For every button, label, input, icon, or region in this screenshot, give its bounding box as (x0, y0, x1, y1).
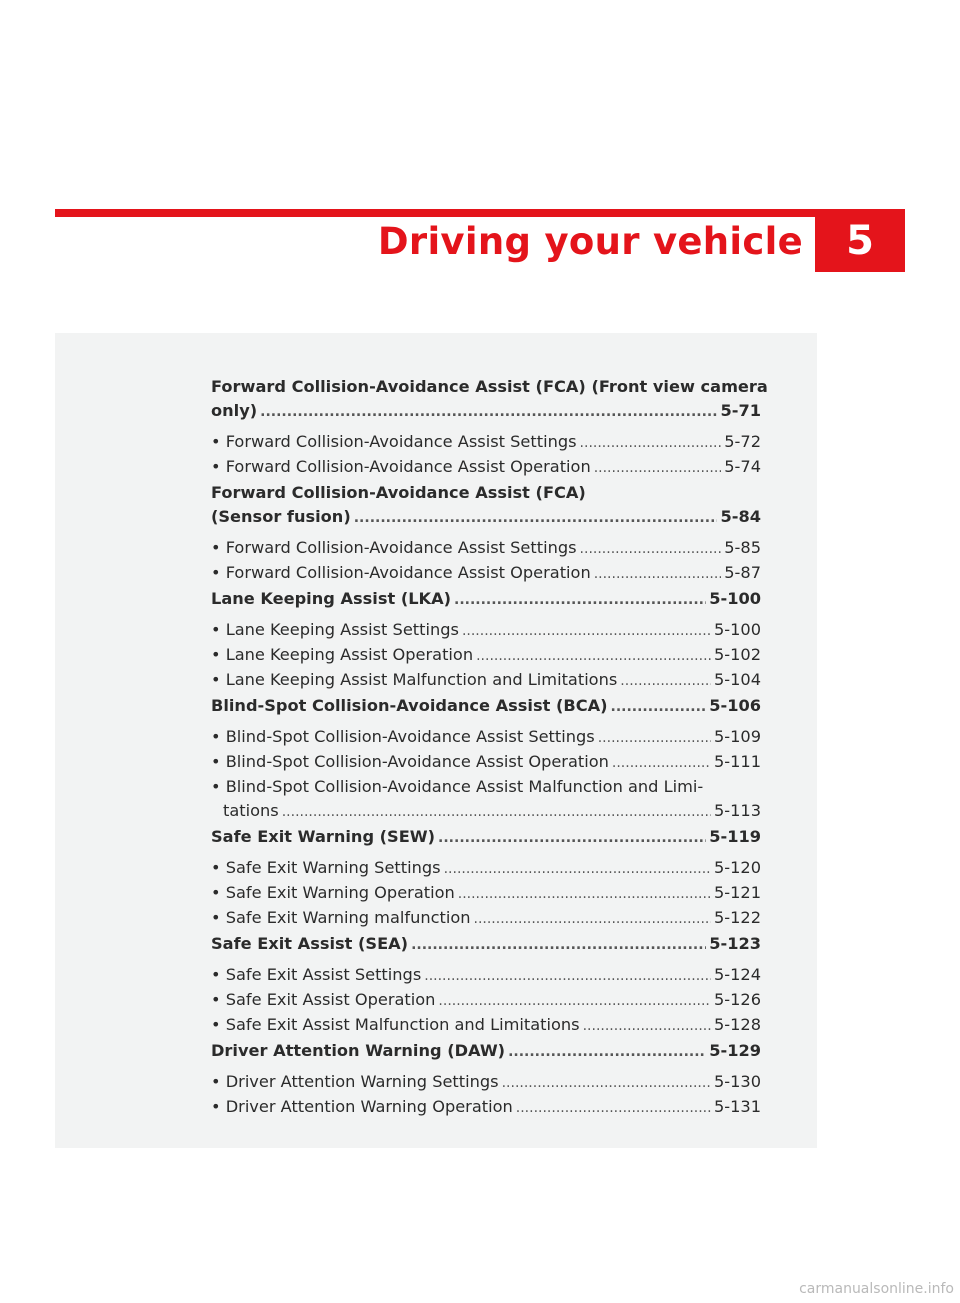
toc-entry-row (211, 1070, 761, 1095)
toc-entry-label: Lane Keeping Assist (LKA) (211, 589, 452, 608)
toc-entry-label: • Safe Exit Assist Malfunction and Limitations (211, 1015, 580, 1034)
toc-entry-label: Driver Attention Warning (DAW) (211, 1041, 506, 1060)
toc-dot-leader (583, 1014, 711, 1038)
toc-section-entry[interactable] (211, 694, 761, 719)
toc-dot-leader (411, 933, 706, 957)
toc-sub-entry[interactable] (211, 1095, 761, 1120)
toc-page-number: 5-104 (713, 670, 761, 689)
toc-dot-leader (454, 588, 706, 612)
toc-entry-row (211, 750, 761, 775)
toc-page-number: 5-124 (713, 965, 761, 984)
toc-dot-leader (354, 506, 718, 530)
watermark: carmanualsonline.info (799, 1281, 954, 1297)
toc-entry-label: • Blind-Spot Collision-Avoidance Assist Operation (211, 752, 609, 771)
toc-sub-entry[interactable] (211, 856, 761, 881)
toc-dot-leader (594, 456, 722, 480)
toc-section-entry[interactable] (211, 1039, 761, 1064)
toc-page-number: 5-131 (713, 1097, 761, 1116)
toc-sub-entry[interactable] (211, 906, 761, 931)
toc-page-number: 5-119 (709, 827, 761, 846)
toc-entry-label: • Driver Attention Warning Settings (211, 1072, 499, 1091)
toc-entry-label: only) (211, 401, 258, 420)
toc-page-number: 5-87 (724, 563, 761, 582)
toc-entry-title-line: • Blind-Spot Collision-Avoidance Assist Malfunction and Limi- (211, 777, 704, 796)
toc-sub-entry[interactable] (211, 455, 761, 480)
toc-entry-row (211, 906, 761, 931)
toc-entry-label: Blind-Spot Collision-Avoidance Assist (BCA) (211, 696, 608, 715)
toc-dot-leader (282, 800, 711, 824)
toc-dot-leader (620, 669, 711, 693)
toc-dot-leader (260, 400, 717, 424)
toc-page-number: 5-85 (724, 538, 761, 557)
toc-entry-label: • Forward Collision-Avoidance Assist Settings (211, 432, 577, 451)
toc-page-number: 5-106 (709, 696, 761, 715)
toc-entry-label: • Blind-Spot Collision-Avoidance Assist Settings (211, 727, 595, 746)
toc-entry-row (211, 505, 761, 530)
toc-dot-leader (444, 857, 711, 881)
toc-section-entry[interactable] (211, 932, 761, 957)
toc-page-number: 5-120 (713, 858, 761, 877)
toc-section-entry[interactable] (211, 375, 768, 424)
toc-page-number: 5-126 (713, 990, 761, 1009)
toc-dot-leader (458, 882, 711, 906)
toc-sub-entry[interactable] (211, 881, 761, 906)
toc-sub-entry[interactable] (211, 618, 761, 643)
toc-entry-row (211, 988, 761, 1013)
toc-entry-row (211, 668, 761, 693)
toc-page-number: 5-74 (724, 457, 761, 476)
toc-entry-row (211, 825, 761, 850)
toc-entry-row (211, 725, 761, 750)
toc-entry-label: • Safe Exit Assist Operation (211, 990, 436, 1009)
toc-entry-label: • Forward Collision-Avoidance Assist Settings (211, 538, 577, 557)
toc-page-number: 5-100 (709, 589, 761, 608)
toc-dot-leader (438, 989, 711, 1013)
toc-entry-label: • Safe Exit Warning malfunction (211, 908, 471, 927)
toc-sub-entry[interactable] (211, 988, 761, 1013)
chapter-title: Driving your vehicle (377, 220, 803, 263)
toc-sub-entry[interactable] (211, 775, 761, 824)
toc-entry-row (211, 430, 761, 455)
toc-section-entry[interactable] (211, 587, 761, 612)
toc-dot-leader (438, 826, 706, 850)
toc-entry-title-line: Forward Collision-Avoidance Assist (FCA) (Front view camera (211, 377, 768, 396)
toc-entry-row (211, 1095, 761, 1120)
toc-page-number: 5-109 (713, 727, 761, 746)
toc-entry-row (211, 856, 761, 881)
toc-sub-entry[interactable] (211, 1070, 761, 1095)
toc-dot-leader (474, 907, 711, 931)
toc-entry-label: • Lane Keeping Assist Operation (211, 645, 474, 664)
toc-page-number: 5-121 (713, 883, 761, 902)
toc-dot-leader (598, 726, 711, 750)
toc-entry-label: (Sensor fusion) (211, 507, 351, 526)
toc-entry-label: • Safe Exit Assist Settings (211, 965, 422, 984)
toc-dot-leader (462, 619, 711, 643)
toc-entry-label: Safe Exit Warning (SEW) (211, 827, 436, 846)
toc-page-number: 5-129 (709, 1041, 761, 1060)
chapter-number-badge: 5 (815, 209, 905, 272)
toc-page-number: 5-72 (724, 432, 761, 451)
toc-dot-leader (516, 1096, 711, 1120)
toc-entry-row (211, 694, 761, 719)
toc-entry-label: • Lane Keeping Assist Malfunction and Limitations (211, 670, 618, 689)
toc-sub-entry[interactable] (211, 1013, 761, 1038)
toc-page-number: 5-102 (713, 645, 761, 664)
toc-entry-label: • Forward Collision-Avoidance Assist Operation (211, 457, 591, 476)
toc-page-number: 5-113 (713, 801, 761, 820)
toc-sub-entry[interactable] (211, 536, 761, 561)
toc-entry-label: tations (223, 801, 279, 820)
toc-entry-title-line: Forward Collision-Avoidance Assist (FCA) (211, 483, 586, 502)
toc-entry-label: • Lane Keeping Assist Settings (211, 620, 459, 639)
toc-entry-row (211, 587, 761, 612)
toc-dot-leader (476, 644, 711, 668)
toc-dot-leader (611, 695, 707, 719)
toc-sub-entry[interactable] (211, 430, 761, 455)
toc-sub-entry[interactable] (211, 725, 761, 750)
toc-list (211, 374, 768, 1120)
toc-entry-row (211, 643, 761, 668)
toc-entry-label: • Safe Exit Warning Operation (211, 883, 455, 902)
toc-page-number: 5-122 (713, 908, 761, 927)
toc-entry-label: • Driver Attention Warning Operation (211, 1097, 513, 1116)
toc-page-number: 5-130 (713, 1072, 761, 1091)
toc-page-number: 5-128 (713, 1015, 761, 1034)
toc-dot-leader (580, 431, 722, 455)
toc-dot-leader (502, 1071, 711, 1095)
toc-entry-row (211, 799, 761, 824)
toc-sub-entry[interactable] (211, 561, 761, 586)
toc-sub-entry[interactable] (211, 668, 761, 693)
toc-page-number: 5-84 (720, 507, 761, 526)
toc-dot-leader (612, 751, 711, 775)
toc-sub-entry[interactable] (211, 643, 761, 668)
toc-entry-row (211, 1013, 761, 1038)
toc-page-number: 5-71 (720, 401, 761, 420)
toc-entry-row (211, 455, 761, 480)
toc-section-entry[interactable] (211, 481, 761, 530)
toc-entry-row (211, 1039, 761, 1064)
toc-entry-row (211, 561, 761, 586)
toc-entry-row (211, 932, 761, 957)
toc-sub-entry[interactable] (211, 963, 761, 988)
toc-dot-leader (580, 537, 722, 561)
toc-page-number: 5-123 (709, 934, 761, 953)
toc-entry-row (211, 963, 761, 988)
toc-page-number: 5-100 (713, 620, 761, 639)
toc-section-entry[interactable] (211, 825, 761, 850)
toc-dot-leader (594, 562, 722, 586)
toc-entry-row (211, 399, 761, 424)
toc-page-number: 5-111 (713, 752, 761, 771)
toc-entry-row (211, 536, 761, 561)
toc-entry-row (211, 881, 761, 906)
toc-entry-label: Safe Exit Assist (SEA) (211, 934, 409, 953)
toc-entry-label: • Forward Collision-Avoidance Assist Operation (211, 563, 591, 582)
toc-entry-label: • Safe Exit Warning Settings (211, 858, 441, 877)
toc-dot-leader (424, 964, 711, 988)
toc-sub-entry[interactable] (211, 750, 761, 775)
toc-dot-leader (508, 1040, 706, 1064)
toc-entry-row (211, 618, 761, 643)
